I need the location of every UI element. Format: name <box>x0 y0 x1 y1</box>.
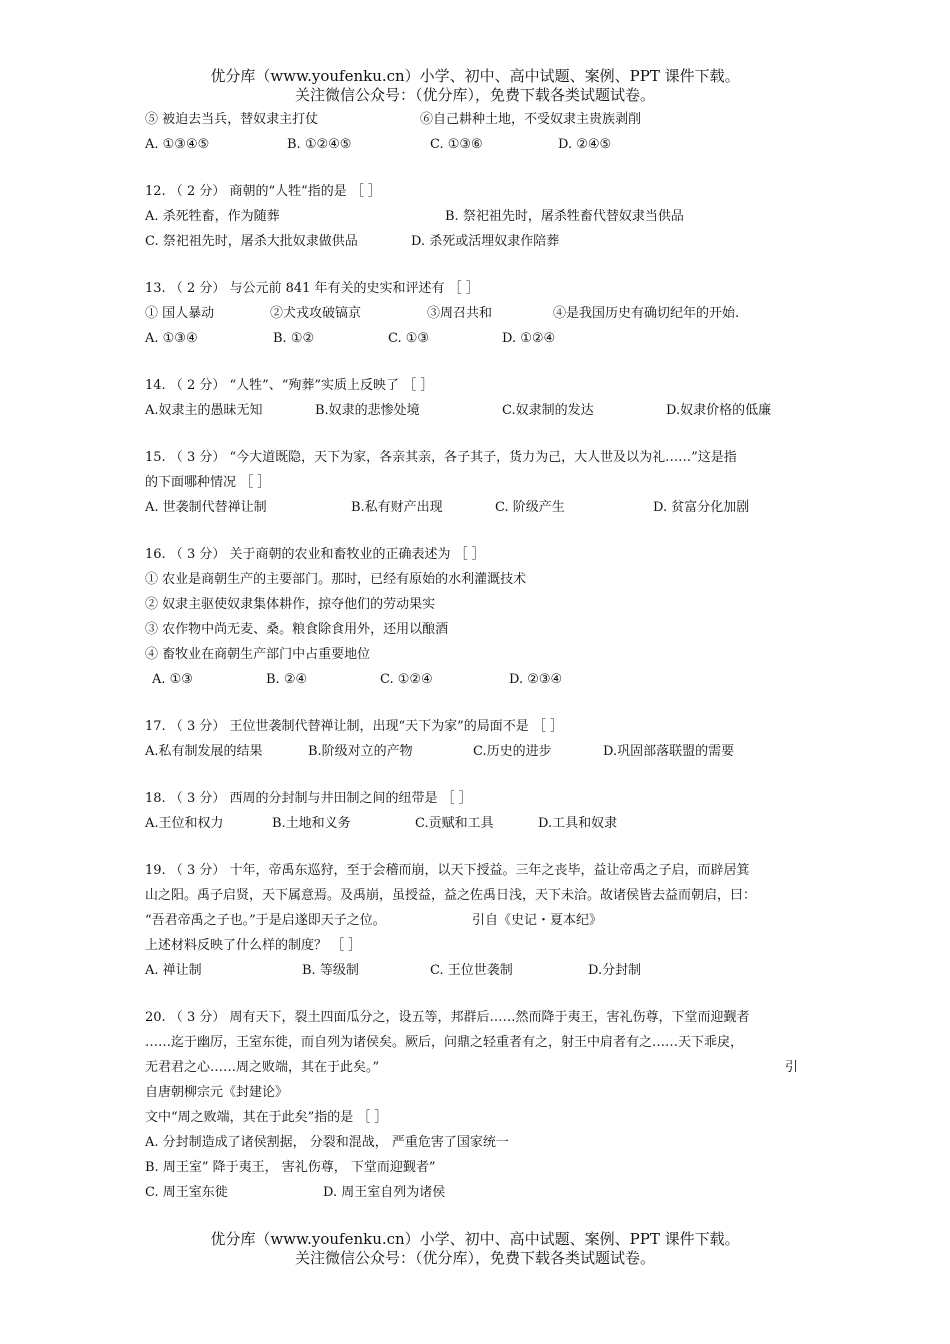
q11-option-b: B. ①②④⑤ <box>287 137 352 152</box>
q16-item-4: ④ 畜牧业在商朝生产部门中占重要地位 <box>145 647 371 662</box>
q19-option-b: B. 等级制 <box>302 963 359 978</box>
q17-option-a: A.私有制发展的结果 <box>145 744 263 759</box>
q11-item-6: ⑥自己耕种土地，不受奴隶主贵族剥削 <box>420 112 642 127</box>
q12-option-a: A. 杀死牲畜，作为随葬 <box>145 209 280 224</box>
q20-options-cd <box>145 1180 805 1205</box>
q15-options <box>145 495 805 520</box>
q16-option-c: C. ①②④ <box>380 672 433 687</box>
q13-option-a: A. ①③④ <box>145 331 198 346</box>
q14-options <box>145 398 805 423</box>
q11-item-5: ⑤ 被迫去当兵，替奴隶主打仗 <box>145 112 319 127</box>
q20-stem-line-2: ……迄于幽厉，王室东徙，而自列为诸侯矣。厥后，问鼎之轻重者有之，射王中肩者有之……天下乖戾， <box>145 1035 744 1050</box>
q15-option-d: D. 贫富分化加剧 <box>653 500 750 515</box>
q19-stem-line-3 <box>145 908 805 933</box>
q20-quote-cite: 引 <box>785 1060 799 1075</box>
q20-quote-end: 无君君之心……周之败端，其在于此矣。” <box>145 1060 380 1075</box>
q18-option-d: D.工具和奴隶 <box>538 816 618 831</box>
q13-stem: 13. （ 2 分） 与公元前 841 年有关的史实和评述有 ［ ］ <box>145 281 479 296</box>
q20-stem-line-3 <box>145 1055 805 1080</box>
q19-question: 上述材料反映了什么样的制度？ ［ ］ <box>145 938 362 953</box>
q14-option-c: C.奴隶制的发达 <box>502 403 594 418</box>
q12-stem: 12. （ 2 分） 商朝的“人牲”指的是 ［ ］ <box>145 184 382 199</box>
q14-option-a: A.奴隶主的愚昧无知 <box>145 403 263 418</box>
q17-option-b: B.阶级对立的产物 <box>308 744 413 759</box>
q11-option-a: A. ①③④⑤ <box>145 137 210 152</box>
q12-options-cd <box>145 229 805 254</box>
q11-option-c: C. ①③⑥ <box>430 137 483 152</box>
page-footer <box>0 1230 950 1268</box>
page-header <box>0 67 950 105</box>
q19-source: 引自《史记・夏本纪》 <box>472 913 603 928</box>
q16-item-3: ③ 农作物中尚无麦、桑。粮食除食用外，还用以酿酒 <box>145 622 449 637</box>
q13-option-b: B. ①② <box>273 331 315 346</box>
header-line-2: 关注微信公众号：（优分库），免费下载各类试题试卷。 <box>294 86 655 104</box>
header-line-1: 优分库（www.youfenku.cn）小学、初中、高中试题、案例、PPT 课件下载。 <box>210 67 740 85</box>
q13-item-3: ③周召共和 <box>427 306 493 321</box>
q14-option-b: B.奴隶的悲惨处境 <box>315 403 420 418</box>
q16-item-1: ① 农业是商朝生产的主要部门。那时，已经有原始的水利灌溉技术 <box>145 572 527 587</box>
q13-items <box>145 301 805 326</box>
q16-stem: 16. （ 3 分） 关于商朝的农业和畜牧业的正确表述为 ［ ］ <box>145 547 485 562</box>
q15-option-b: B.私有财产出现 <box>351 500 443 515</box>
q15-stem-line-2: 的下面哪种情况 ［ ］ <box>145 475 271 490</box>
q16-item-2: ② 奴隶主驱使奴隶集体耕作，掠夺他们的劳动果实 <box>145 597 436 612</box>
q19-option-d: D.分封制 <box>588 963 642 978</box>
q17-option-c: C.历史的进步 <box>473 744 552 759</box>
q12-option-d: D. 杀死或活埋奴隶作陪葬 <box>411 234 560 249</box>
q13-item-4: ④是我国历史有确切纪年的开始. <box>553 306 740 321</box>
q17-stem: 17. （ 3 分） 王位世袭制代替禅让制，出现“天下为家”的局面不是 ［ ］ <box>145 719 564 734</box>
q17-options <box>145 739 805 764</box>
q19-option-a: A. 禅让制 <box>145 963 202 978</box>
q19-options <box>145 958 805 983</box>
q19-stem-line-1: 19. （ 3 分） 十年，帝禹东巡狩，至于会稽而崩，以天下授益。三年之丧毕，益让帝禹之子启，而辟居箕 <box>145 863 750 878</box>
q13-option-c: C. ①③ <box>388 331 430 346</box>
q12-options-ab <box>145 204 805 229</box>
q18-options <box>145 811 805 836</box>
q16-option-a: A. ①③ <box>152 672 193 687</box>
q20-source: 自唐朝柳宗元《封建论》 <box>145 1085 289 1100</box>
q20-option-b: B. 周王室” 降于夷王， 害礼伤尊， 下堂而迎觐者” <box>145 1160 436 1175</box>
q14-option-d: D.奴隶价格的低廉 <box>666 403 772 418</box>
q20-question: 文中“周之败端，其在于此矣”指的是 ［ ］ <box>145 1110 388 1125</box>
q15-option-c: C. 阶级产生 <box>495 500 565 515</box>
q19-option-c: C. 王位世袭制 <box>430 963 513 978</box>
q18-option-b: B.土地和义务 <box>272 816 351 831</box>
q16-options <box>145 667 805 692</box>
q15-stem-line-1: 15. （ 3 分） “今大道既隐，天下为家，各亲其亲，各子其子，货力为己，大人世及以为礼……”这是指 <box>145 450 737 465</box>
footer-line-2: 关注微信公众号：（优分库），免费下载各类试题试卷。 <box>294 1249 655 1267</box>
q12-option-b: B. 祭祀祖先时，屠杀牲畜代替奴隶当供品 <box>445 209 684 224</box>
q11-options <box>145 132 805 157</box>
q13-option-d: D. ①②④ <box>502 331 556 346</box>
footer-line-1: 优分库（www.youfenku.cn）小学、初中、高中试题、案例、PPT 课件下载。 <box>210 1230 740 1248</box>
q20-stem-line-1: 20. （ 3 分） 周有天下，裂土四面瓜分之，设五等，邦群后……然而降于夷王，害礼伤尊，下堂而迎觐者 <box>145 1010 750 1025</box>
q20-option-d: D. 周王室自列为诸侯 <box>323 1185 446 1200</box>
q18-stem: 18. （ 3 分） 西周的分封制与井田制之间的纽带是 ［ ］ <box>145 791 472 806</box>
q11-items <box>145 107 805 132</box>
q13-item-2: ②犬戎攻破镐京 <box>270 306 362 321</box>
q18-option-a: A.王位和权力 <box>145 816 224 831</box>
q16-option-d: D. ②③④ <box>509 672 563 687</box>
q12-option-c: C. 祭祀祖先时，屠杀大批奴隶做供品 <box>145 234 358 249</box>
q17-option-d: D.巩固部落联盟的需要 <box>603 744 735 759</box>
q13-item-1: ① 国人暴动 <box>145 306 215 321</box>
q19-quote: “吾君帝禹之子也。”于是启遂即天子之位。 <box>145 913 386 928</box>
q18-option-c: C.贡赋和工具 <box>415 816 494 831</box>
q20-option-a: A. 分封制造成了诸侯割据， 分裂和混战， 严重危害了国家统一 <box>145 1135 509 1150</box>
q19-stem-line-2: 山之阳。禹子启贤，天下属意焉。及禹崩，虽授益，益之佐禹日浅，天下未洽。故诸侯皆去益而朝启，曰： <box>145 888 757 903</box>
q14-stem: 14. （ 2 分） “人牲”、“殉葬”实质上反映了 ［ ］ <box>145 378 434 393</box>
q16-option-b: B. ②④ <box>266 672 308 687</box>
exam-content <box>145 107 805 1205</box>
q20-option-c: C. 周王室东徙 <box>145 1185 228 1200</box>
q11-option-d: D. ②④⑤ <box>558 137 612 152</box>
q15-option-a: A. 世袭制代替禅让制 <box>145 500 267 515</box>
q13-options <box>145 326 805 351</box>
